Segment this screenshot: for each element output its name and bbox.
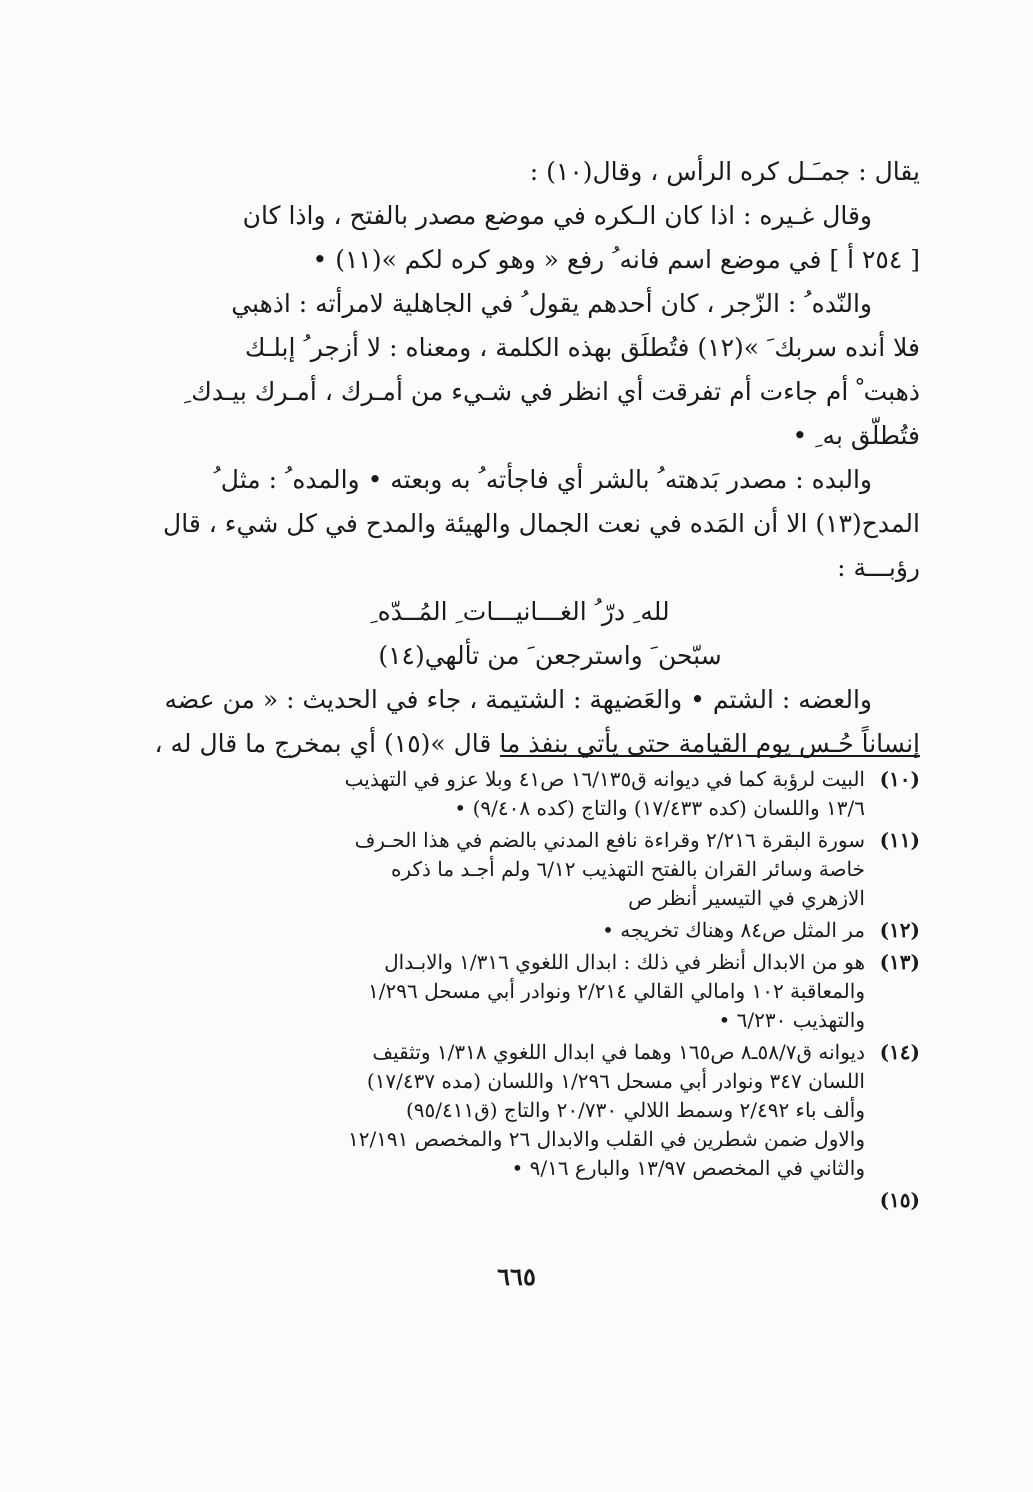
body-line: والعضه : الشتم • والعَضيهة : الشتيمة ، جاء في الحديث : « من عضه — [164, 685, 872, 714]
footnote — [120, 1038, 920, 1183]
footnote-line: اللسان ٣٤٧ ونوادر أبي مسحل ١/٢٩٦ واللسان (مده ١٧/٤٣٧) — [366, 1069, 865, 1093]
body-line: إنساناً حُـس يوم القيامة حتى يأتي بنفذ ما قال »(١٥) أي بمخرج ما قال له ، — [154, 729, 920, 758]
footnote-number: (١٣) — [879, 950, 920, 974]
footnote-text — [120, 1038, 865, 1183]
main-text — [120, 150, 920, 766]
verse-line-2: سبّحن َ واسترجعن َ من تألهي(١٤) — [378, 641, 722, 670]
body-line: فتُطلّق به ِ • — [792, 421, 920, 450]
footnote — [120, 826, 920, 913]
footnote-line: هو من الابدال أنظر في ذلك : ابدال اللغوي ١/٣١٦ والابـدال — [384, 950, 865, 974]
body-line: رؤبـــة : — [837, 553, 920, 582]
footnote-line: والتهذيب ٦/٢٣٠ • — [718, 1008, 865, 1032]
footnote-line: والثاني في المخصص ١٣/٩٧ والبارع ٩/١٦ • — [511, 1156, 865, 1180]
footnote-divider — [500, 755, 920, 757]
footnote — [120, 948, 920, 1035]
footnote-text — [120, 826, 865, 913]
footnote-number: (١٥) — [879, 1188, 920, 1212]
body-line: وقال غـيره : اذا كان الـكره في موضع مصدر بالفتح ، واذا كان — [242, 201, 872, 230]
footnote-line: مر المثل ص٨٤ وهناك تخريجه • — [602, 918, 865, 942]
footnote-line: ديوانه ق٥٨/٧ـ٨ ص١٦٥ وهما في ابدال اللغوي ١/٣١٨ وتثقيف — [372, 1040, 865, 1064]
footnotes — [120, 765, 920, 1218]
footnote-line: وألف باء ٢/٤٩٢ وسمط اللالي ٢٠/٧٣٠ والتاج (ق٩٥/٤١١) — [405, 1098, 865, 1122]
footnote — [120, 916, 920, 945]
footnote-line: خاصة وسائر القران بالفتح التهذيب ٦/١٢ ولم أجـد ما ذكره — [390, 857, 865, 881]
body-line: والبده : مصدر بَدهته ُ بالشر أي فاجأته ُ به وبعته • والمده ُ : مثل ُ — [213, 465, 872, 494]
footnote — [120, 765, 920, 823]
page-number: ٦٦٥ — [497, 1262, 536, 1291]
body-line: ذهبت ْ أم جاءت أم تفرقت أي انظر في شـيء من أمـرك ، أمـرك بيـدك ِ — [183, 377, 920, 406]
footnote-line: والمعاقبة ١٠٢ وامالي القالي ٢/٢١٤ ونوادر أبي مسحل ١/٢٩٦ — [368, 979, 865, 1003]
footnote-line: ١٣/٦ واللسان (كده ١٧/٤٣٣) والتاج (كده ٩/٤٠٨) • — [454, 796, 865, 820]
footnote-line: الازهري في التيسير أنظر ص — [628, 886, 865, 910]
footnote — [120, 1186, 920, 1215]
body-line: [ ٢٥٤ أ ] في موضع اسم فانه ُ رفع « وهو كره لكم »(١١) • — [312, 245, 920, 274]
footnote-line: سورة البقرة ٢/٢١٦ وقراءة نافع المدني بالضم في هذا الحـرف — [354, 828, 865, 852]
footnote-number: (١١) — [879, 828, 920, 852]
footnote-number: (١٢) — [879, 918, 920, 942]
body-line: فلا أنده سربك َ »(١٢) فتُطلَق بهذه الكلمة ، ومعناه : لا أزجر ُ إبلـك — [244, 333, 920, 362]
body-line: والنّده ُ : الزّجر ، كان أحدهم يقول ُ في الجاهلية لامرأته : اذهبي — [231, 289, 872, 318]
footnote-text — [120, 1186, 865, 1215]
footnote-line: والاول ضمن شطرين في القلب والابدال ٢٦ والمخصص ١٢/١٩١ — [347, 1127, 865, 1151]
verse-line-1: لله ِ درّ ُ الغـــانيـــات ِ المُــدّه ِ — [370, 597, 670, 626]
footnote-text — [120, 765, 865, 823]
body-line: يقال : جمـَـل كره الرأس ، وقال(١٠) : — [529, 157, 920, 186]
footnote-text — [120, 948, 865, 1035]
footnote-number: (١٠) — [879, 767, 920, 791]
body-line: المدح(١٣) الا أن المَده في نعت الجمال والهيئة والمدح في كل شيء ، قال — [163, 509, 920, 538]
footnote-line: البيت لرؤبة كما في ديوانه ق١٦/١٣٥ ص٤١ وبلا عزو في التهذيب — [344, 767, 865, 791]
footnote-number: (١٤) — [879, 1040, 920, 1064]
footnote-text — [120, 916, 865, 945]
